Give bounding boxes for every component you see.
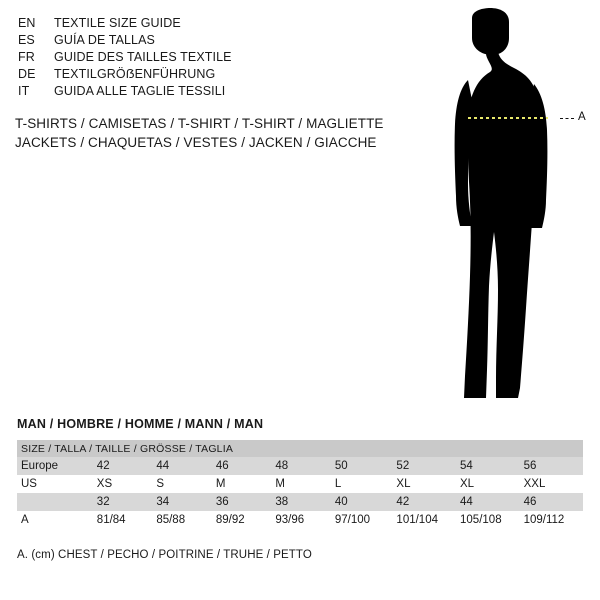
cell: XXL bbox=[520, 475, 583, 493]
table-header-label: SIZE / TALLA / TAILLE / GRÖSSE / TAGLIA bbox=[17, 440, 583, 457]
language-code: FR bbox=[18, 50, 35, 64]
cell: XL bbox=[456, 475, 520, 493]
cell: 46 bbox=[212, 457, 272, 475]
cell: 42 bbox=[392, 493, 456, 511]
language-code: ES bbox=[18, 33, 35, 47]
cell: 52 bbox=[392, 457, 456, 475]
language-row bbox=[18, 33, 418, 50]
footer-note: A. (cm) CHEST / PECHO / POITRINE / TRUHE / PETTO bbox=[17, 549, 312, 561]
language-code: EN bbox=[18, 16, 36, 30]
cell: M bbox=[271, 475, 331, 493]
cell: 101/104 bbox=[392, 511, 456, 529]
language-title: GUIDE DES TAILLES TEXTILE bbox=[54, 50, 232, 64]
table-header-row bbox=[17, 440, 583, 457]
cell: M bbox=[212, 475, 272, 493]
cell: 44 bbox=[456, 493, 520, 511]
category-block bbox=[15, 114, 435, 152]
category-line-tshirts: T-SHIRTS / CAMISETAS / T-SHIRT / T-SHIRT / MAGLIETTE bbox=[15, 116, 384, 131]
cell: 38 bbox=[271, 493, 331, 511]
language-code: DE bbox=[18, 67, 36, 81]
row-label: Europe bbox=[17, 457, 93, 475]
cell: 42 bbox=[93, 457, 153, 475]
cell: 54 bbox=[456, 457, 520, 475]
cell: 56 bbox=[520, 457, 583, 475]
language-code: IT bbox=[18, 84, 30, 98]
language-title: TEXTILE SIZE GUIDE bbox=[54, 16, 181, 30]
cell: 97/100 bbox=[331, 511, 393, 529]
cell: 44 bbox=[152, 457, 212, 475]
size-table bbox=[17, 440, 583, 529]
cell: L bbox=[331, 475, 393, 493]
row-label bbox=[17, 493, 93, 511]
language-row bbox=[18, 67, 418, 84]
language-row bbox=[18, 84, 418, 101]
cell: 89/92 bbox=[212, 511, 272, 529]
cell: 40 bbox=[331, 493, 393, 511]
cell: 93/96 bbox=[271, 511, 331, 529]
table-row bbox=[17, 493, 583, 511]
cell: S bbox=[152, 475, 212, 493]
language-title: TEXTILGRÖẞENFÜHRUNG bbox=[54, 67, 216, 81]
table-title: MAN / HOMBRE / HOMME / MANN / MAN bbox=[17, 417, 264, 431]
cell: 32 bbox=[93, 493, 153, 511]
table-row bbox=[17, 475, 583, 493]
language-header-block bbox=[18, 16, 418, 101]
table-row bbox=[17, 511, 583, 529]
language-title: GUÍA DE TALLAS bbox=[54, 33, 155, 47]
measure-label-a: A bbox=[578, 111, 586, 123]
cell: 109/112 bbox=[520, 511, 583, 529]
row-label: US bbox=[17, 475, 93, 493]
male-silhouette-icon bbox=[410, 8, 600, 408]
cell: 34 bbox=[152, 493, 212, 511]
language-row bbox=[18, 50, 418, 67]
cell: XL bbox=[392, 475, 456, 493]
language-row bbox=[18, 16, 418, 33]
cell: 46 bbox=[520, 493, 583, 511]
cell: 81/84 bbox=[93, 511, 153, 529]
category-line-jackets: JACKETS / CHAQUETAS / VESTES / JACKEN / GIACCHE bbox=[15, 135, 377, 150]
cell: XS bbox=[93, 475, 153, 493]
measure-leader-line bbox=[560, 118, 574, 119]
cell: 36 bbox=[212, 493, 272, 511]
row-label: A bbox=[17, 511, 93, 529]
table-row bbox=[17, 457, 583, 475]
figure-illustration bbox=[410, 8, 600, 408]
language-title: GUIDA ALLE TAGLIE TESSILI bbox=[54, 84, 226, 98]
cell: 50 bbox=[331, 457, 393, 475]
cell: 105/108 bbox=[456, 511, 520, 529]
cell: 85/88 bbox=[152, 511, 212, 529]
cell: 48 bbox=[271, 457, 331, 475]
